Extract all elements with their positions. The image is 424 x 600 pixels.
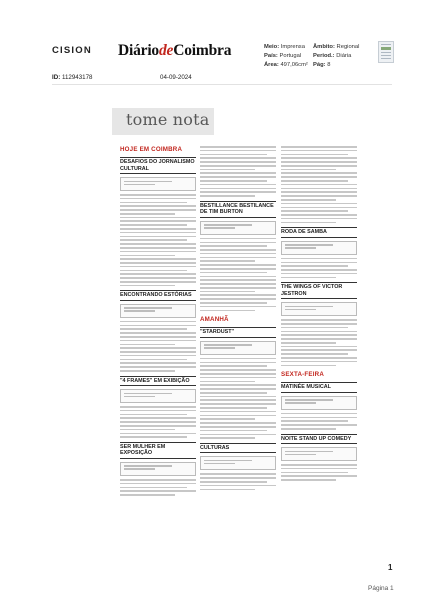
meta-right — [313, 43, 359, 70]
cision-logo: CISION — [52, 45, 92, 56]
body-text-placeholder — [200, 358, 276, 439]
section-title: tome nota — [126, 110, 210, 129]
venue-box — [120, 177, 196, 191]
ambito-value: Regional — [336, 44, 360, 50]
venue-box — [200, 456, 276, 470]
heading-stardust: "STARDUST" — [200, 327, 276, 338]
day-heading-amanha: AMANHÃ — [200, 316, 229, 324]
meta-left — [264, 43, 308, 70]
meio-value: Imprensa — [280, 44, 305, 50]
body-text-placeholder — [200, 473, 276, 490]
masthead-word-coimbra: Coimbra — [173, 42, 232, 59]
body-text-placeholder — [120, 194, 196, 286]
column-lead: HOJE EM COIMBRA — [120, 146, 183, 153]
heading-desafios: DESAFIOS DO JORNALISMO CULTURAL — [120, 157, 196, 174]
period-label: Period.: — [313, 53, 335, 59]
pais-value: Portugal — [279, 53, 302, 59]
clipping-id — [52, 74, 93, 81]
body-text-placeholder — [281, 464, 357, 481]
meta-period — [313, 52, 359, 61]
clipping-date: 04-09-2024 — [160, 74, 192, 81]
heading-ser-mulher: SER MULHER EM EXPOSIÇÃO — [120, 442, 196, 459]
day-heading-sexta-feira: SEXTA-FEIRA — [281, 371, 324, 379]
area-value: 497,06cm² — [280, 62, 308, 68]
heading-stand-up: NOITE STAND UP COMEDY — [281, 434, 357, 445]
meio-label: Meio: — [264, 44, 280, 50]
venue-box — [281, 396, 357, 410]
venue-box — [200, 341, 276, 355]
header-divider — [52, 84, 392, 85]
meta-ambito — [313, 43, 359, 52]
venue-box — [120, 389, 196, 403]
body-text-placeholder — [281, 258, 357, 279]
article-column-2 — [200, 146, 276, 492]
heading-roda-de-samba: RODA DE SAMBA — [281, 227, 357, 238]
body-text-placeholder — [200, 238, 276, 311]
pais-label: País: — [264, 53, 278, 59]
venue-box — [281, 241, 357, 255]
body-text-placeholder — [281, 319, 357, 366]
body-text-placeholder — [200, 146, 276, 197]
meta-area — [264, 61, 308, 70]
masthead-word-diario: Diário — [118, 42, 159, 59]
pag-label: Pág: — [313, 62, 326, 68]
masthead-word-de: de — [159, 42, 174, 59]
meta-pais — [264, 52, 308, 61]
heading-encontrando: ENCONTRANDO ESTÓRIAS — [120, 290, 196, 301]
body-text-placeholder — [120, 479, 196, 496]
id-label: ID: — [52, 74, 61, 81]
venue-box — [120, 462, 196, 476]
heading-4-frames: "4 FRAMES" EM EXIBIÇÃO — [120, 376, 196, 387]
pag-value: 8 — [327, 62, 331, 68]
heading-wings: THE WINGS OF VICTOR JESTRON — [281, 282, 357, 299]
venue-box — [120, 304, 196, 318]
venue-box — [200, 221, 276, 235]
section-title-box — [112, 108, 214, 135]
meta-meio — [264, 43, 308, 52]
page-number: 1 — [388, 563, 393, 572]
area-label: Área: — [264, 62, 279, 68]
ambito-label: Âmbito: — [313, 44, 335, 50]
page-label: Página 1 — [368, 585, 394, 592]
body-text-placeholder — [120, 406, 196, 438]
period-value: Diária — [336, 53, 352, 59]
id-value: 112943178 — [61, 74, 93, 81]
page-thumbnail — [378, 41, 394, 63]
venue-box — [281, 447, 357, 461]
heading-bestillance: BESTILLANCE BESTILANCE DE TIM BURTON — [200, 201, 276, 218]
article-column-1 — [120, 146, 196, 498]
publication-masthead — [118, 42, 231, 60]
body-text-placeholder — [120, 321, 196, 372]
heading-culturas: CULTURAS — [200, 443, 276, 454]
body-text-placeholder — [281, 146, 357, 223]
meta-pag — [313, 61, 359, 70]
heading-matinee: MATINÉE MUSICAL — [281, 382, 357, 393]
article-column-3 — [281, 146, 357, 483]
body-text-placeholder — [281, 413, 357, 430]
venue-box — [281, 302, 357, 316]
